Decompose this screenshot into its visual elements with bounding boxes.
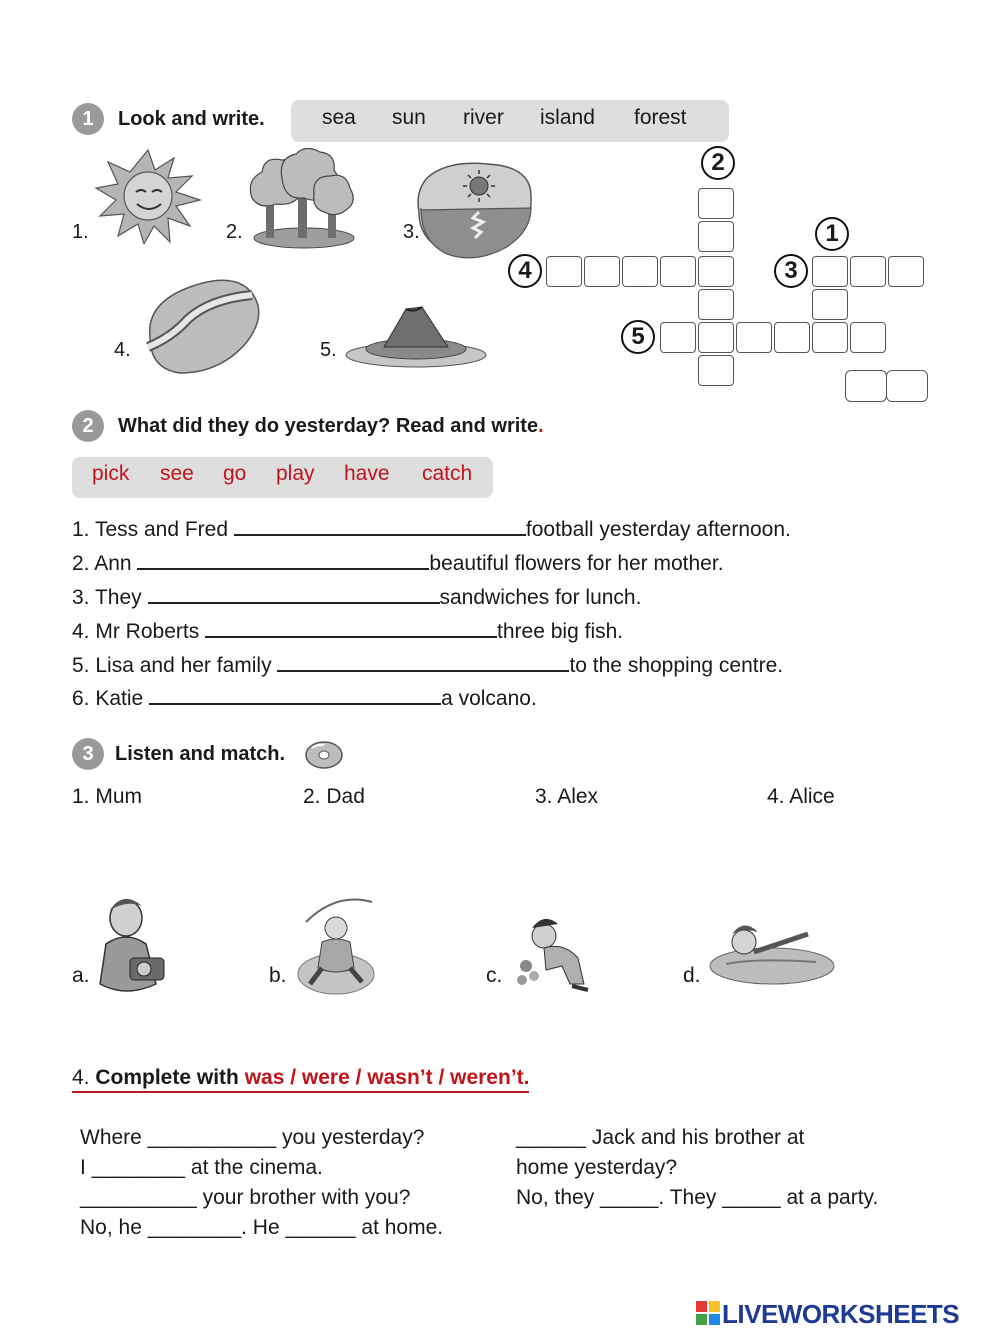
answer-blank[interactable] xyxy=(149,683,441,705)
crossword-cell[interactable] xyxy=(812,289,848,320)
crossword-clue-number: 3 xyxy=(774,254,808,288)
crossword-cell[interactable] xyxy=(888,256,924,287)
sentence-start: 1. Tess and Fred xyxy=(72,518,234,541)
sea-picture xyxy=(417,158,533,262)
crossword-clue-number: 4 xyxy=(508,254,542,288)
exercise-line: No, he ________. He ______ at home. xyxy=(80,1216,444,1239)
sentence-start: 5. Lisa and her family xyxy=(72,654,278,677)
answer-blank[interactable] xyxy=(234,514,526,536)
crossword-cell[interactable] xyxy=(845,370,887,402)
exercise-line: ______ Jack and his brother at xyxy=(516,1126,805,1149)
section4-title-end: . xyxy=(523,1066,530,1089)
boy-playing-picture xyxy=(296,898,378,1000)
word-bank-item: island xyxy=(540,106,595,129)
picture-label: 4. xyxy=(114,339,131,361)
sentence-end: three big fish. xyxy=(497,620,624,643)
sentence-start: 3. They xyxy=(72,586,148,609)
sentence-start: 2. Ann xyxy=(72,552,138,575)
crossword-cell[interactable] xyxy=(698,322,734,353)
crossword-cell[interactable] xyxy=(850,322,886,353)
person-name: 2. Dad xyxy=(303,785,365,808)
crossword-cell[interactable] xyxy=(660,256,696,287)
word-bank-item: sea xyxy=(322,106,356,129)
sentence-row xyxy=(72,514,791,542)
crossword-cell[interactable] xyxy=(774,322,810,353)
picture-label: 5. xyxy=(320,339,337,361)
girl-swimming-picture xyxy=(706,916,836,990)
crossword-cell[interactable] xyxy=(698,256,734,287)
section2-title-end: . xyxy=(538,415,544,437)
section2-word-bank xyxy=(72,457,493,498)
sentence-row xyxy=(72,582,641,610)
sentence-start: 6. Katie xyxy=(72,687,150,710)
person-name: 3. Alex xyxy=(535,785,599,808)
crossword-cell[interactable] xyxy=(660,322,696,353)
picture-label: 3. xyxy=(403,221,420,243)
crossword-cell[interactable] xyxy=(850,256,886,287)
section1-badge: 1 xyxy=(72,103,104,135)
answer-blank[interactable] xyxy=(137,548,429,570)
crossword-cell[interactable] xyxy=(736,322,772,353)
exercise-line: No, they _____. They _____ at a party. xyxy=(516,1186,879,1209)
answer-blank[interactable] xyxy=(205,616,497,638)
crossword-cell[interactable] xyxy=(698,221,734,252)
exercise-line: I ________ at the cinema. xyxy=(80,1156,323,1179)
crossword-cell[interactable] xyxy=(584,256,620,287)
word-bank-item: catch xyxy=(422,462,473,485)
section4-words: was / were / wasn’t / weren’t xyxy=(244,1066,524,1089)
word-bank-item: sun xyxy=(392,106,426,129)
picture-letter: b. xyxy=(269,964,287,987)
picture-letter: c. xyxy=(486,964,503,987)
sentence-end: a volcano. xyxy=(441,687,537,710)
word-bank-item: river xyxy=(463,106,504,129)
picture-label: 2. xyxy=(226,221,243,243)
crossword-cell[interactable] xyxy=(812,322,848,353)
section2-badge: 2 xyxy=(72,410,104,442)
exercise-line: home yesterday? xyxy=(516,1156,678,1179)
river-picture xyxy=(140,277,262,375)
crossword-cell[interactable] xyxy=(886,370,928,402)
word-bank-item: pick xyxy=(92,462,130,485)
crossword-cell[interactable] xyxy=(546,256,582,287)
answer-blank[interactable] xyxy=(148,582,440,604)
sentence-row xyxy=(72,683,537,711)
picture-letter: a. xyxy=(72,964,90,987)
girl-picking-flowers-picture xyxy=(514,914,594,996)
logo-text: LIVEWORKSHEETS xyxy=(722,1299,960,1329)
sentence-end: sandwiches for lunch. xyxy=(439,586,642,609)
sentence-end: to the shopping centre. xyxy=(569,654,784,677)
word-bank-item: see xyxy=(160,462,194,485)
sun-picture xyxy=(94,148,202,244)
sentence-start: 4. Mr Roberts xyxy=(72,620,206,643)
section2-title-text: What did they do yesterday? Read and write xyxy=(118,415,539,437)
picture-letter: d. xyxy=(683,964,701,987)
section3-badge: 3 xyxy=(72,738,104,770)
picture-label: 1. xyxy=(72,221,89,243)
crossword-cell[interactable] xyxy=(622,256,658,287)
crossword-cell[interactable] xyxy=(812,256,848,287)
person-name: 4. Alice xyxy=(767,785,835,808)
section4-title xyxy=(72,1066,529,1093)
section1-word-bank xyxy=(291,100,729,142)
sentence-end: football yesterday afternoon. xyxy=(525,518,791,541)
logo-squares-icon xyxy=(696,1301,720,1325)
crossword-cell[interactable] xyxy=(698,188,734,219)
cd-icon xyxy=(304,738,344,770)
sentence-row xyxy=(72,616,623,644)
sentence-row xyxy=(72,650,783,678)
crossword-clue-number: 1 xyxy=(815,217,849,251)
section4-number: 4. xyxy=(72,1066,96,1089)
section4-title-text: Complete with xyxy=(95,1066,245,1089)
island-picture xyxy=(344,303,488,369)
word-bank-item: go xyxy=(223,462,247,485)
section2-title xyxy=(118,415,544,438)
sentence-row xyxy=(72,548,724,576)
crossword-clue-number: 2 xyxy=(701,146,735,180)
word-bank-item: forest xyxy=(634,106,687,129)
forest-picture xyxy=(246,148,356,250)
section3-title: Listen and match. xyxy=(115,743,286,765)
person-name: 1. Mum xyxy=(72,785,143,808)
word-bank-item: play xyxy=(276,462,315,485)
crossword-clue-number: 5 xyxy=(621,320,655,354)
man-with-camera-picture xyxy=(88,892,172,998)
word-bank-item: have xyxy=(344,462,390,485)
crossword-cell[interactable] xyxy=(698,355,734,386)
exercise-line: Where ___________ you yesterday? xyxy=(80,1126,425,1149)
exercise-line: __________ your brother with you? xyxy=(80,1186,411,1209)
sentence-end: beautiful flowers for her mother. xyxy=(429,552,724,575)
crossword-cell[interactable] xyxy=(698,289,734,320)
answer-blank[interactable] xyxy=(277,650,569,672)
section1-title: Look and write. xyxy=(118,108,265,130)
